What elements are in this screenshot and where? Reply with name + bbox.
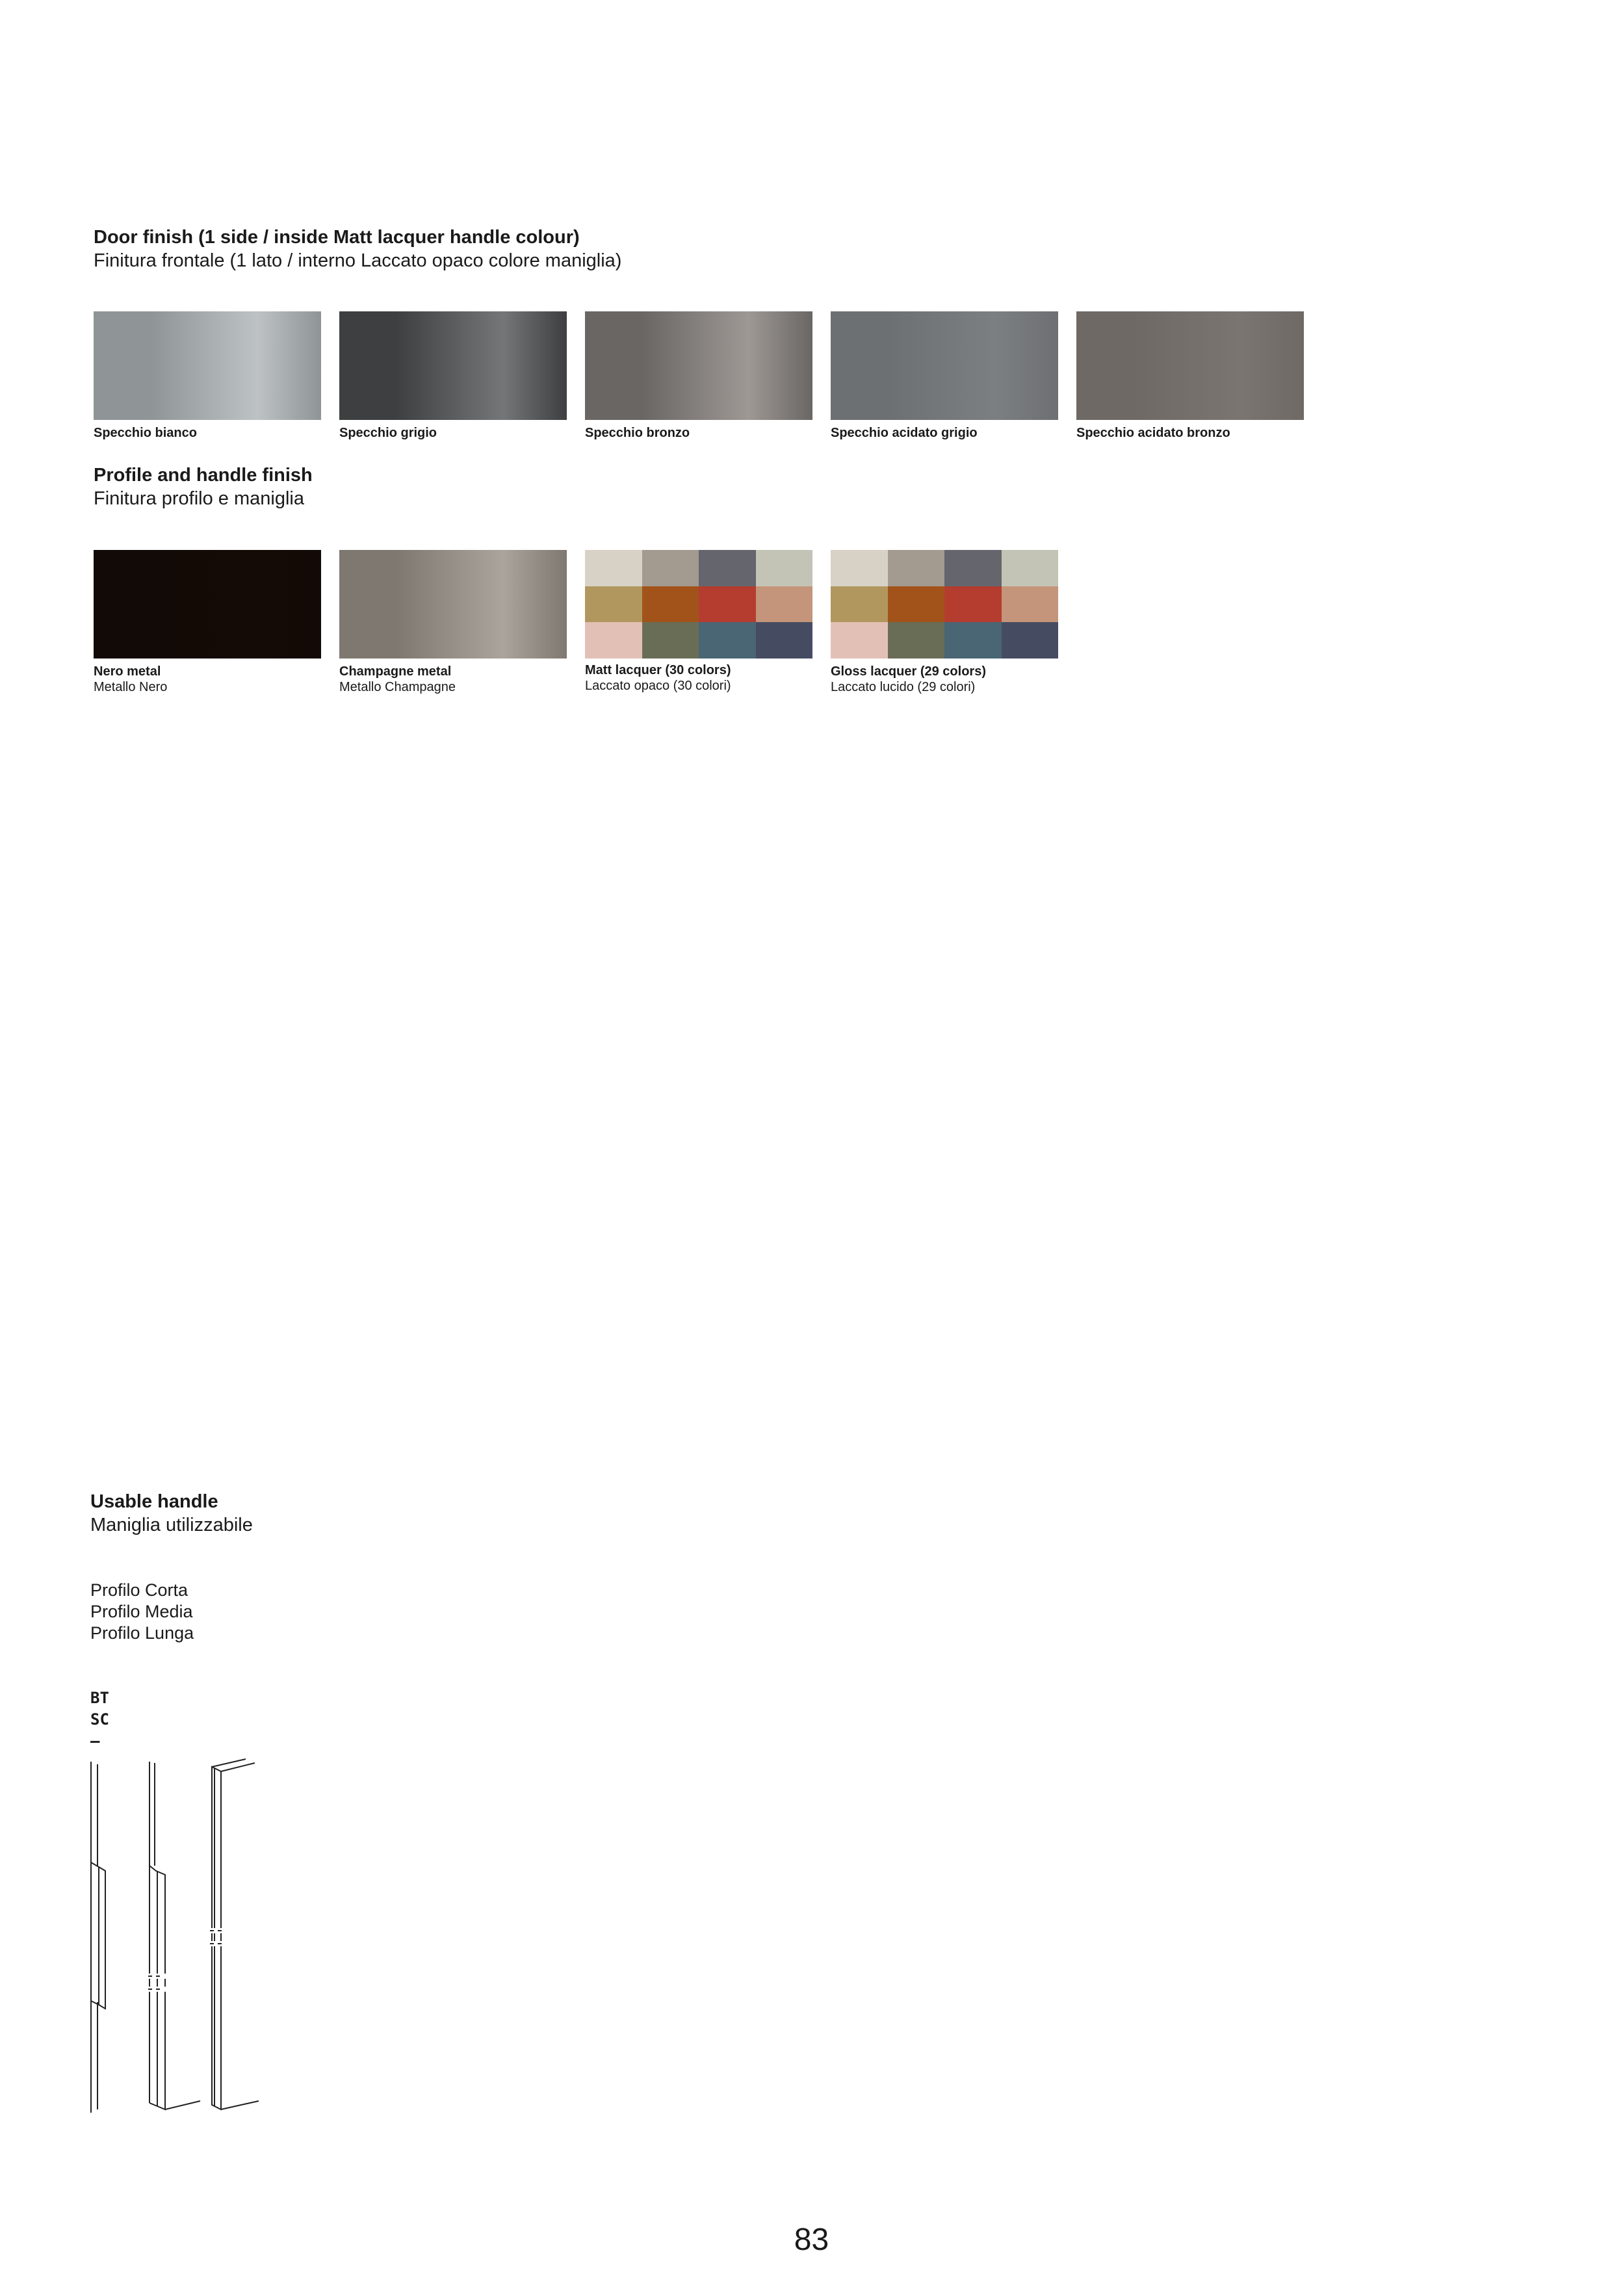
swatch-specchio-bianco xyxy=(94,311,321,420)
color-chip xyxy=(585,622,642,659)
code-item: – xyxy=(90,1732,100,1750)
color-chip xyxy=(585,550,642,586)
swatch-label: Matt lacquer (30 colors) Laccato opaco (30 colori) xyxy=(585,663,731,693)
swatch-label: Gloss lacquer (29 colors) Laccato lucido (29 colori) xyxy=(831,664,986,694)
door-finish-title-it: Finitura frontale (1 lato / interno Laccato opaco colore maniglia) xyxy=(94,250,622,271)
swatch-gloss-lacquer-grid xyxy=(831,550,1058,659)
color-chip xyxy=(944,622,1002,659)
color-chip xyxy=(699,622,756,659)
swatch-label: Champagne metal Metallo Champagne xyxy=(339,664,456,694)
color-chip xyxy=(831,622,888,659)
color-chip xyxy=(1002,622,1059,659)
swatch-specchio-grigio xyxy=(339,311,567,420)
swatch-nero-metal xyxy=(94,550,321,659)
usable-handle-title-it: Maniglia utilizzabile xyxy=(90,1515,253,1535)
color-chip xyxy=(1002,550,1059,586)
color-chip xyxy=(831,586,888,623)
color-chip xyxy=(642,622,699,659)
swatch-label: Specchio acidato grigio xyxy=(831,426,978,440)
swatch-label: Nero metal Metallo Nero xyxy=(94,664,168,694)
color-chip xyxy=(642,550,699,586)
usable-handle-heading xyxy=(90,1490,253,1537)
swatch-specchio-acidato-bronzo xyxy=(1076,311,1304,420)
color-chip xyxy=(888,586,945,623)
usable-handle-title-en: Usable handle xyxy=(90,1491,218,1512)
color-chip xyxy=(944,550,1002,586)
swatch-label: Specchio acidato bronzo xyxy=(1076,426,1230,440)
profile-list xyxy=(90,1580,194,1644)
color-chip xyxy=(1002,586,1059,623)
profile-item: Profilo Corta xyxy=(90,1580,188,1600)
color-chip xyxy=(888,622,945,659)
handle-profile-drawing xyxy=(84,1755,273,2119)
color-chip xyxy=(831,550,888,586)
door-finish-title-en: Door finish (1 side / inside Matt lacquer handle colour) xyxy=(94,227,580,248)
profile-finish-heading xyxy=(94,463,313,510)
swatch-champagne-metal xyxy=(339,550,567,659)
finish-codes xyxy=(90,1688,109,1752)
page-number: 83 xyxy=(794,2223,829,2257)
color-chip xyxy=(756,622,813,659)
profile-finish-title-it: Finitura profilo e maniglia xyxy=(94,488,304,509)
color-chip xyxy=(699,586,756,623)
profile-finish-title-en: Profile and handle finish xyxy=(94,465,313,486)
color-chip xyxy=(888,550,945,586)
color-chip xyxy=(585,586,642,623)
profile-item: Profilo Lunga xyxy=(90,1623,194,1643)
swatch-label: Specchio bronzo xyxy=(585,426,690,440)
color-chip xyxy=(756,550,813,586)
swatch-label: Specchio bianco xyxy=(94,426,197,440)
door-finish-heading xyxy=(94,226,621,272)
swatch-specchio-bronzo xyxy=(585,311,812,420)
swatch-specchio-acidato-grigio xyxy=(831,311,1058,420)
swatch-label: Specchio grigio xyxy=(339,426,437,440)
color-chip xyxy=(756,586,813,623)
swatch-matt-lacquer-grid xyxy=(585,550,812,659)
color-chip xyxy=(944,586,1002,623)
code-item: BT xyxy=(90,1689,109,1707)
code-item: SC xyxy=(90,1710,109,1729)
color-chip xyxy=(642,586,699,623)
profile-item: Profilo Media xyxy=(90,1602,193,1621)
color-chip xyxy=(699,550,756,586)
